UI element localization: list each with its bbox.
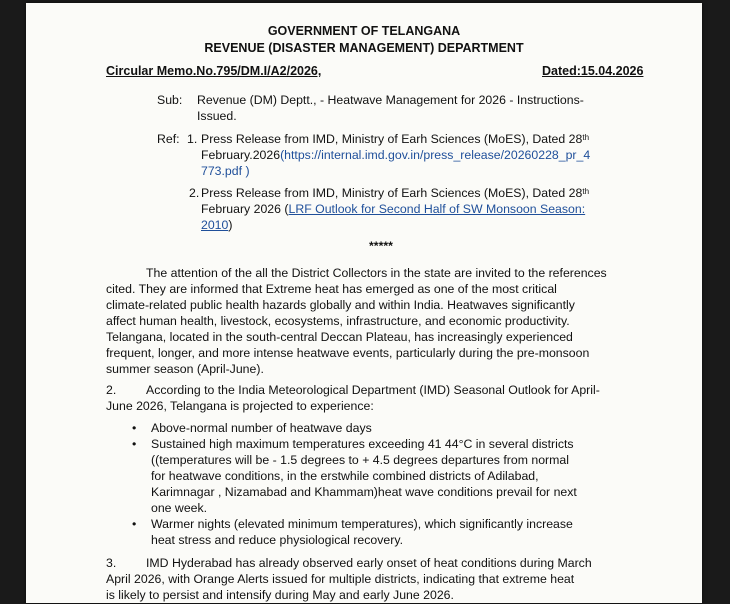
bullet-2-line: ((temperatures will be - 1.5 degrees to + 4.5 degrees departures from normal bbox=[151, 453, 569, 467]
bullet-dot: • bbox=[132, 421, 137, 435]
separator: ***** bbox=[369, 239, 393, 253]
para1-line: cited. They are informed that Extreme heat has emerged as one of the most critical bbox=[106, 282, 557, 296]
bullet-dot: • bbox=[132, 517, 137, 531]
bullet-2-line: Karimnagar , Nizamabad and Khammam)heat wave conditions prevail for next bbox=[151, 485, 577, 499]
reference-1-number: 1. bbox=[187, 132, 198, 146]
reference-2-number: 2. bbox=[189, 186, 200, 200]
para1-line: climate-related public health hazards globally and within India. Heatwaves significantly bbox=[106, 298, 575, 312]
para2-line-2: June 2026, Telangana is projected to experience: bbox=[106, 399, 374, 413]
bullet-2-line: Sustained high maximum temperatures exceeding 41 44°C in several districts bbox=[151, 437, 574, 451]
para1-line: summer season (April-June). bbox=[106, 362, 264, 376]
reference-2-link[interactable]: LRF Outlook for Second Half of SW Monsoon Season: bbox=[288, 202, 586, 216]
references-label: Ref: bbox=[157, 132, 180, 146]
reference-1-line-1: Press Release from IMD, Ministry of Earh Sciences (MoES), Dated 28th bbox=[201, 132, 590, 146]
para1-line: affect human health, livestock, ecosystems, infrastructure, and economic productivity. bbox=[106, 314, 570, 328]
memo-date: Dated:15.04.2026 bbox=[542, 64, 644, 78]
para3-line-2: April 2026, with Orange Alerts issued for multiple districts, indicating that extreme heat bbox=[106, 572, 575, 586]
bullet-2-line: for heatwave conditions, in the erstwhile combined districts of Adilabad, bbox=[151, 469, 539, 483]
reference-1-link-end[interactable]: 773.pdf ) bbox=[201, 164, 250, 178]
reference-1-link[interactable]: (https://internal.imd.gov.in/press_release/20260228_pr_4 bbox=[280, 148, 591, 162]
memo-number: Circular Memo.No.795/DM.I/A2/2026, bbox=[106, 64, 322, 78]
reference-1-line-2: February.2026(https://internal.imd.gov.in/press_release/20260228_pr_4 bbox=[201, 148, 591, 162]
reference-2-line-2: February 2026 (LRF Outlook for Second Half of SW Monsoon Season: bbox=[201, 202, 586, 216]
department-title: REVENUE (DISASTER MANAGEMENT) DEPARTMENT bbox=[204, 41, 524, 55]
para2-line-1: According to the India Meteorological Department (IMD) Seasonal Outlook for April- bbox=[146, 383, 600, 397]
reference-2-line-1: Press Release from IMD, Ministry of Earh Sciences (MoES), Dated 28th bbox=[201, 186, 590, 200]
para2-number: 2. bbox=[106, 383, 117, 397]
para3-line-3: is likely to persist and intensify during May and early June 2026. bbox=[106, 588, 454, 602]
reference-2-line-3: 2010) bbox=[201, 218, 233, 232]
bullet-2-line: one week. bbox=[151, 501, 208, 515]
bullet-3-line: heat stress and reduce physiological recovery. bbox=[151, 533, 403, 547]
document-page bbox=[26, 3, 702, 603]
subject-label: Sub: bbox=[157, 93, 183, 107]
para1-line: The attention of the all the District Collectors in the state are invited to the references bbox=[146, 266, 607, 280]
subject-line-2: Issued. bbox=[197, 109, 237, 123]
bullet-dot: • bbox=[132, 437, 137, 451]
para1-line: Telangana, located in the south-central Deccan Plateau, has increasingly experienced bbox=[106, 330, 573, 344]
para3-line-1: IMD Hyderabad has already observed early onset of heat conditions during March bbox=[146, 556, 592, 570]
para3-number: 3. bbox=[106, 556, 117, 570]
bullet-3-line: Warmer nights (elevated minimum temperatures), which significantly increase bbox=[151, 517, 573, 531]
reference-2-link-end[interactable]: 2010 bbox=[201, 218, 229, 232]
subject-line-1: Revenue (DM) Deptt., - Heatwave Management for 2026 - Instructions- bbox=[197, 93, 584, 107]
government-title: GOVERNMENT OF TELANGANA bbox=[267, 24, 461, 38]
bullet-1-line: Above-normal number of heatwave days bbox=[151, 421, 372, 435]
para1-line: frequent, longer, and more intense heatwave events, particularly during the pre-monsoon bbox=[106, 346, 590, 360]
